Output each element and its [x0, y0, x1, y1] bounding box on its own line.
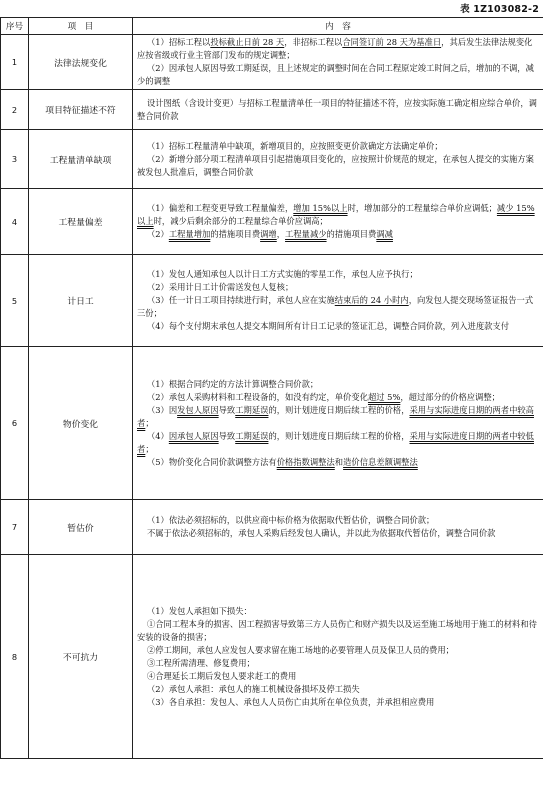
content-text: （1）发包人承担如下损失： [146, 605, 252, 616]
content-paragraph [137, 153, 539, 179]
header-content: 内 容 [133, 18, 543, 35]
content-paragraph [137, 670, 539, 683]
content-paragraph [137, 320, 539, 333]
content-text: 时，减少后剩余部分的工程量综合单价应调高； [153, 216, 328, 226]
emphasized-text: 发包人原因 [177, 404, 219, 415]
content-paragraph [137, 140, 539, 153]
row-item: 工程量清单缺项 [29, 130, 133, 189]
row-number: 3 [1, 130, 29, 189]
content-text: （1）根据合同约定的方法计算调整合同价款； [146, 378, 319, 389]
content-text: （1）依法必须招标的，以供应商中标价格为依据取代暂估价，调整合同价款； [146, 515, 435, 525]
header-item: 项 目 [29, 18, 133, 35]
row-item: 不可抗力 [29, 555, 133, 759]
row-item: 计日工 [29, 255, 133, 347]
row-number: 8 [1, 555, 29, 759]
emphasized-text: 调增 [260, 229, 277, 239]
content-paragraph [137, 36, 539, 62]
content-paragraph [137, 618, 539, 644]
content-paragraph [137, 527, 539, 540]
content-text: （2）新增分部分项工程清单项目引起措施项目变化的，应按照计价规范的规定，在承包人提交的实施方案被发包人批准后，调整合同价款 [137, 153, 534, 177]
row-item: 物价变化 [29, 347, 133, 500]
content-paragraph [137, 294, 539, 320]
row-content [133, 500, 543, 555]
content-text: 的，则计划进度日期后续工程的价格， [268, 430, 410, 441]
content-paragraph [137, 657, 539, 670]
content-text: （2）因承包人原因导致工期延误，且上述规定的调整时间在合同工程原定竣工时间之后，增加的不调，减少的调整 [137, 63, 534, 86]
emphasized-text: 合同签订前 28 天为基准日 [342, 37, 442, 47]
content-text: （2）采用计日工计价需送发包人复核； [146, 282, 294, 292]
content-text: （2） [146, 229, 169, 239]
content-text: （2）承包人采购材料和工程设备的，如没有约定，单价变化 [146, 391, 368, 402]
content-text: 导致 [218, 430, 236, 441]
content-text: ，向发包人提交现场签证报告一式三份； [137, 295, 534, 318]
content-paragraph [137, 404, 539, 430]
row-content [133, 35, 543, 90]
row-content [133, 555, 543, 759]
content-paragraph [137, 228, 539, 241]
table-row [1, 189, 543, 255]
content-paragraph [137, 683, 539, 696]
row-number: 7 [1, 500, 29, 555]
table-row [1, 255, 543, 347]
content-paragraph [137, 268, 539, 281]
content-text: （3）各自承担：发包人、承包人人员伤亡由其所在单位负责，并承担相应费用 [146, 696, 435, 707]
content-paragraph [137, 62, 539, 88]
content-text: 设计图纸（含设计变更）与招标工程量清单任一项目的特征描述不符，应按实际施工确定相应综合单价，调整合同价款 [137, 97, 537, 121]
content-text: （5）物价变化合同价款调整方法有 [146, 456, 277, 467]
emphasized-text: 采用与实际进度日期的两者中较高者 [137, 404, 534, 428]
content-text: （1）发包人通知承包人以计日工方式实施的零星工作，承包人应予执行； [146, 269, 418, 279]
content-paragraph [137, 605, 539, 618]
content-paragraph [137, 456, 539, 469]
content-text: （4） [146, 430, 169, 441]
content-paragraph [137, 378, 539, 391]
row-item: 项目特征描述不符 [29, 90, 133, 130]
emphasized-text: 因承包人原因 [168, 430, 219, 441]
content-text: ，超过部分的价格应调整； [400, 391, 500, 402]
content-text: 时，增加部分的工程量综合单价应调低； [347, 203, 497, 213]
content-text: （1）招标工程量清单中缺项，新增项目的，应按照变更价款确定方法确定单价； [146, 140, 443, 151]
content-text: （2）承包人承担：承包人的施工机械设备损坏及停工损失 [146, 683, 360, 694]
content-text: ③工程所需清理、修复费用； [146, 657, 255, 668]
content-text: ④合理延长工期后发包人要求赶工的费用 [146, 670, 297, 681]
table-row [1, 500, 543, 555]
content-text: ； [145, 443, 154, 454]
table-row [1, 35, 543, 90]
content-text: ②停工期间，承包人应发包人要求留在施工场地的必要管理人员及保卫人员的费用； [146, 644, 454, 655]
row-content [133, 255, 543, 347]
content-text: （4）每个支付期末承包人提交本期间所有计日工记录的签证汇总，调整合同价款，列入进度款支付 [146, 321, 510, 331]
content-text: 的措施项目费 [326, 229, 377, 239]
content-paragraph [137, 97, 539, 123]
table-header-row [1, 18, 543, 35]
content-paragraph [137, 202, 539, 228]
content-paragraph [137, 281, 539, 294]
content-text: 导致 [218, 404, 236, 415]
emphasized-text: 工程量增加 [168, 229, 211, 239]
header-no: 序号 [1, 18, 29, 35]
contract-price-adjustment-table [0, 17, 543, 759]
row-content [133, 189, 543, 255]
content-text: 不属于依法必须招标的，承包人采购后经发包人确认，并以此为依据取代暂估价，调整合同价款 [146, 528, 496, 538]
row-item: 法律法规变化 [29, 35, 133, 90]
emphasized-text: 超过 5% [367, 391, 401, 402]
content-text: 的，则计划进度日期后续工程的价格， [268, 404, 410, 415]
content-paragraph [137, 430, 539, 456]
content-text: 的措施项目费 [210, 229, 261, 239]
emphasized-text: 价格指数调整法 [276, 456, 335, 467]
emphasized-text: 采用与实际进度日期的两者中较低者 [137, 430, 534, 454]
row-number: 4 [1, 189, 29, 255]
table-row [1, 347, 543, 500]
content-text: （3）因 [146, 404, 178, 415]
content-text: （1）偏差和工程变更导致工程量偏差， [146, 203, 294, 213]
content-paragraph [137, 644, 539, 657]
emphasized-text: 增加 15%以上 [293, 203, 348, 213]
row-content [133, 130, 543, 189]
table-row [1, 555, 543, 759]
row-number: 5 [1, 255, 29, 347]
emphasized-text: 投标截止日前 28 天 [210, 37, 285, 47]
content-text: （1）招标工程以 [146, 37, 211, 47]
content-text: （3）任一计日工项目持续进行时，承包人应在实施 [146, 295, 335, 305]
row-number: 1 [1, 35, 29, 90]
content-text: ①合同工程本身的损害、因工程损害导致第三方人员伤亡和财产损失以及运至施工场地用于施工的材料和待安装的设备的损害； [137, 618, 537, 642]
emphasized-text: 工程量减少 [285, 229, 327, 239]
emphasized-text: 调减 [376, 229, 393, 239]
row-content [133, 347, 543, 500]
row-number: 6 [1, 347, 29, 500]
row-item: 暂估价 [29, 500, 133, 555]
content-text: 和 [334, 456, 344, 467]
content-text: ，非招标工程以 [284, 37, 343, 47]
content-text: ； [145, 417, 154, 428]
emphasized-text: 工期延误 [235, 404, 269, 415]
row-content [133, 90, 543, 130]
emphasized-text: 减少 15%以上 [137, 203, 535, 226]
table-number: 表 1Z103082-2 [460, 4, 539, 15]
content-paragraph [137, 391, 539, 404]
emphasized-text: 结束后的 24 小时内 [334, 295, 409, 305]
emphasized-text: 造价信息差额调整法 [343, 456, 418, 467]
row-number: 2 [1, 90, 29, 130]
content-text: ， [276, 229, 286, 239]
emphasized-text: 工期延误 [235, 430, 269, 441]
table-row [1, 90, 543, 130]
content-text: ，其后发生法律法规变化应按省级或行业主管部门发布的规定调整； [137, 37, 533, 60]
content-paragraph [137, 514, 539, 527]
content-paragraph [137, 696, 539, 709]
table-row [1, 130, 543, 189]
row-item: 工程量偏差 [29, 189, 133, 255]
